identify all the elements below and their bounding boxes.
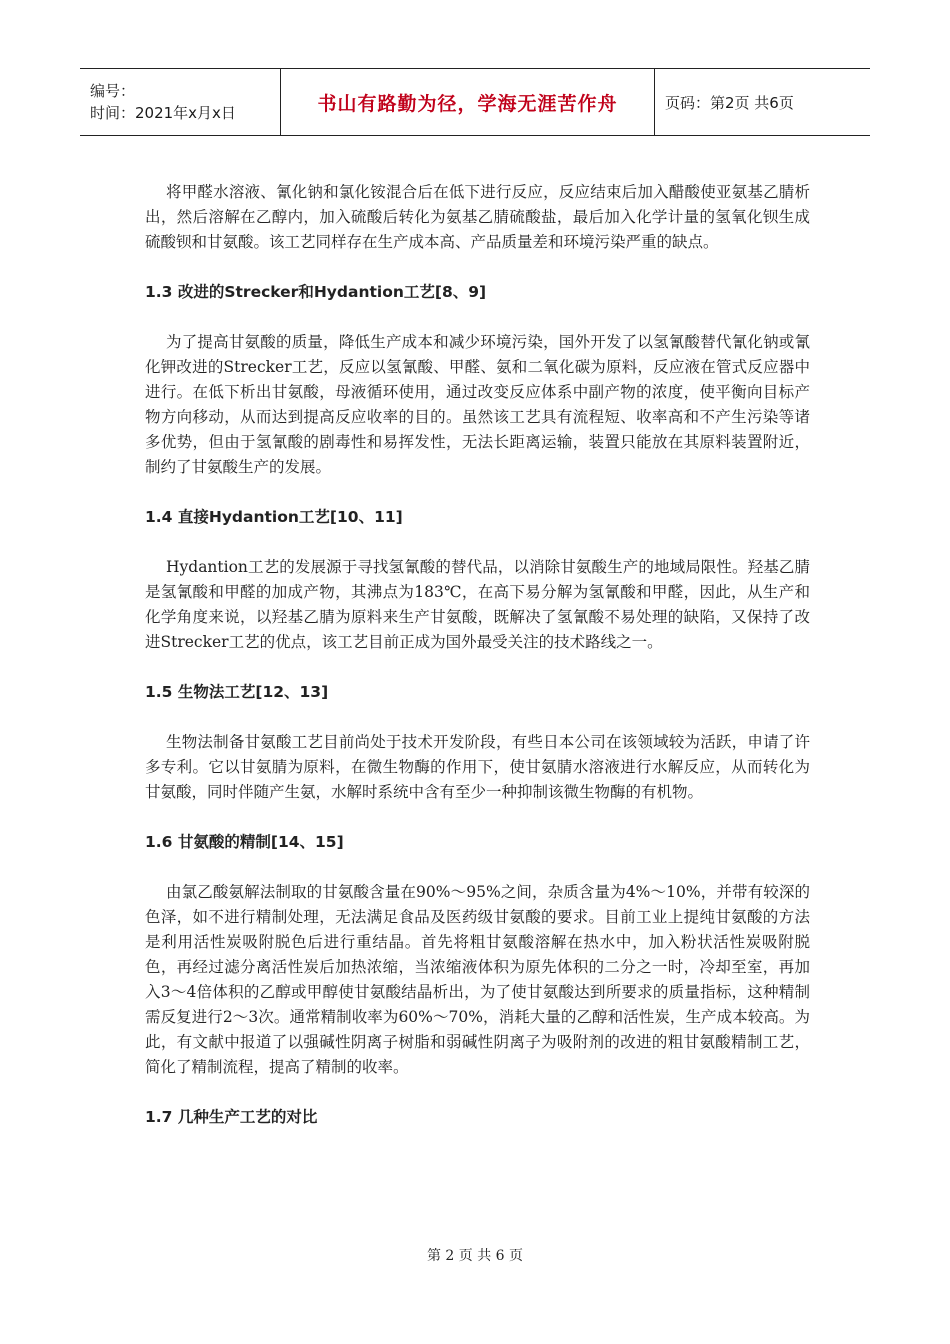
document-body xyxy=(145,180,810,1130)
paragraph-1-4: Hydantion工艺的发展源于寻找氢氰酸的替代品，以消除甘氨酸生产的地域局限性。羟基乙腈是氢氰酸和甲醛的加成产物，其沸点为183℃，在高下易分解为氢氰酸和甲醛，因此，从生产和化学角度来说，以羟基乙腈为原料来生产甘氨酸，既解决了氢氰酸不易处理的缺陷，又保持了改进Strecker工艺的优点，该工艺目前正成为国外最受关注的技术路线之一。 xyxy=(145,558,810,651)
header-motto-cell xyxy=(281,69,655,135)
header-page-info: 页码：第2页 共6页 xyxy=(665,93,794,112)
heading-1-7: 1.7 几种生产工艺的对比 xyxy=(145,1108,318,1126)
heading-1-6: 1.6 甘氨酸的精制[14、15] xyxy=(145,833,344,851)
paragraph-intro: 将甲醛水溶液、氰化钠和氯化铵混合后在低下进行反应，反应结束后加入醋酸使亚氨基乙腈析出，然后溶解在乙醇内，加入硫酸后转化为氨基乙腈硫酸盐，最后加入化学计量的氢氧化钡生成硫酸钡和甘氨酸。该工艺同样存在生产成本高、产品质量差和环境污染严重的缺点。 xyxy=(145,183,810,251)
header-motto: 书山有路勤为径，学海无涯苦作舟 xyxy=(317,92,618,115)
paragraph-1-6: 由氯乙酸氨解法制取的甘氨酸含量在90%～95%之间，杂质含量为4%～10%，并带有较深的色泽，如不进行精制处理，无法满足食品及医药级甘氨酸的要求。目前工业上提纯甘氨酸的方法是利用活性炭吸附脱色后进行重结晶。首先将粗甘氨酸溶解在热水中，加入粉状活性炭吸附脱色，再经过滤分离活性炭后加热浓缩，当浓缩液体积为原先体积的二分之一时，冷却至室，再加入3～4倍体积的乙醇或甲醇使甘氨酸结晶析出，为了使甘氨酸达到所要求的质量指标，这种精制需反复进行2～3次。通常精制收率为60%～70%，消耗大量的乙醇和活性炭，生产成本较高。为此，有文献中报道了以强碱性阴离子树脂和弱碱性阴离子为吸附剂的改进的粗甘氨酸精制工艺，简化了精制流程，提高了精制的收率。 xyxy=(145,883,810,1076)
document-number-label: 编号： xyxy=(90,82,136,100)
paragraph-1-5: 生物法制备甘氨酸工艺目前尚处于技术开发阶段，有些日本公司在该领域较为活跃，申请了许多专利。它以甘氨腈为原料，在微生物酶的作用下，使甘氨腈水溶液进行水解反应，从而转化为甘氨酸，同时伴随产生氨，水解时系统中含有至少一种抑制该微生物酶的有机物。 xyxy=(145,733,810,801)
heading-1-5: 1.5 生物法工艺[12、13] xyxy=(145,683,329,701)
page-footer: 第 2 页 共 6 页 xyxy=(426,1248,524,1264)
heading-1-4: 1.4 直接Hydantion工艺[10、11] xyxy=(145,508,403,526)
header-page-cell xyxy=(655,69,870,135)
header-meta xyxy=(80,69,281,135)
heading-1-3: 1.3 改进的Strecker和Hydantion工艺[8、9] xyxy=(145,283,487,301)
page-header xyxy=(80,68,870,136)
paragraph-1-3: 为了提高甘氨酸的质量，降低生产成本和减少环境污染，国外开发了以氢氰酸替代氰化钠或氰化钾改进的Strecker工艺，反应以氢氰酸、甲醛、氨和二氧化碳为原料，反应液在管式反应器中进行。在低下析出甘氨酸，母液循环使用，通过改变反应体系中副产物的浓度，使平衡向目标产物方向移动，从而达到提高反应收率的目的。虽然该工艺具有流程短、收率高和不产生污染等诸多优势，但由于氢氰酸的剧毒性和易挥发性，无法长距离运输，装置只能放在其原料装置附近，制约了甘氨酸生产的发展。 xyxy=(145,333,810,476)
document-time-label: 时间：2021年x月x日 xyxy=(90,104,236,122)
